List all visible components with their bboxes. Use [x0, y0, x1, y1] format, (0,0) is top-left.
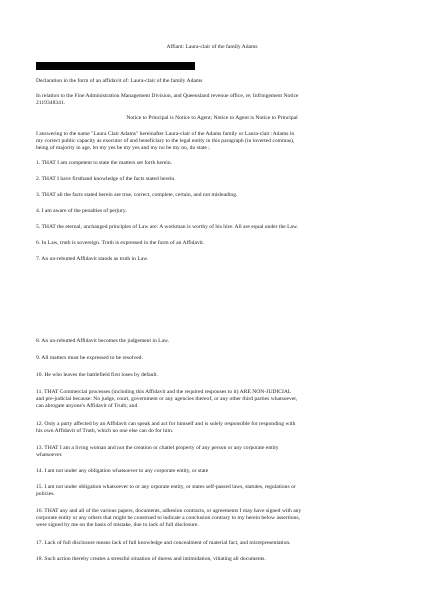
item-12-line: 12. Only a party affected by an Affidavit can speak and act for himself and is solely responsible for responding with — [36, 421, 296, 427]
item-16-line: corporate entity or any others that might be construed to indicate a conclusion contrary to my herein below assertions, — [36, 515, 300, 522]
item-15-line: 15. I am not under obligation whatsoever to or any orporate entity, or states self-passed laws, statutes, regulations or — [36, 484, 296, 490]
item-11-line: and pre-judicial because: No judge, court, government or any agencies thereof, or any other third parties whatsoever, — [36, 396, 298, 403]
item-4: 4. I am aware of the penalties of perjury. — [36, 208, 127, 214]
notice-heading: Notice to Principal is Notice to Agent; Notice to Agent is Notice to Principal — [126, 115, 298, 121]
item-15 — [36, 484, 396, 498]
item-11-line: 11. THAT Commercial processes (including this Affidavit and the required responses to it) ARE NON-JUDICIAL — [36, 389, 292, 395]
item-15-line: policies. — [36, 491, 55, 498]
item-16-line: 16. THAT any and all of the various papers, documents, adhesion contracts, or agreements I may have signed with any — [36, 508, 302, 514]
relation-line: In relation to the Fine Administration Management Division, and Queensland revenue office, re; Infringement Notice — [36, 93, 299, 99]
intro-line: being of majority in age, let my yes be my yes and my no be my no, do state ; — [36, 145, 210, 152]
item-13-line: whatsoever. — [36, 452, 63, 459]
item-10: 10. He who leaves the battlefield first loses by default. — [36, 372, 158, 378]
item-16 — [36, 508, 396, 530]
item-12-line: his own Affidavit of Truth, which no one else can do for him. — [36, 428, 174, 435]
item-13 — [36, 445, 396, 459]
item-8: 8. An un-rebutted Affidavit becomes the judgement in Law. — [36, 338, 170, 344]
intro-line: my correct public capacity as executor of and beneficiary to the legal entity in this paragraph (in inverted commas), — [36, 138, 295, 145]
affiant-title: Affiant: Laura-clair of the family Adams — [166, 44, 258, 50]
item-12 — [36, 421, 396, 435]
item-16-line: were signed by me on the basis of mistake, due to lack of full disclosure. — [36, 522, 199, 529]
relation-line: 2119348341. — [36, 100, 66, 107]
item-5: 5. THAT the eternal, unchanged principles of Law are: A workman is worthy of his hire. All are equal under the Law. — [36, 224, 299, 230]
item-7: 7. An un-rebutted Affidavit stands as truth in Law. — [36, 256, 149, 262]
declaration-line: Declaration in the form of an affidavit of: Laura-clair of the family Adams — [36, 78, 203, 84]
item-11-line: can abrogate anyone's Affidavit of Truth; and — [36, 403, 138, 410]
intro-paragraph — [36, 131, 396, 153]
intro-line: I answering to the name "Laura Clair Adams" hereinafter Laura-clair of the Adams family or Laura-clair :Adams in — [36, 131, 295, 137]
item-13-line: 13. THAT I am a living woman and not the creation or chattel property of any person or any corporate entity — [36, 445, 279, 451]
relation-paragraph — [36, 93, 396, 107]
item-3: 3. THAT all the facts stated herein are true, correct, complete, certain, and not misleading. — [36, 192, 238, 198]
item-11 — [36, 389, 396, 411]
item-1: 1. THAT I am competent to state the matters set forth herein. — [36, 160, 173, 166]
item-9: 9. All matters must be expressed to be resolved. — [36, 355, 143, 361]
redaction-bar — [36, 62, 195, 70]
item-14: 14. I am not under any obligation whatsoever to any corporate entity, or state — [36, 468, 209, 474]
item-17: 17. Lack of full disclosure means lack of full knowledge and concealment of material fact, and misrepresentation. — [36, 540, 291, 546]
item-18: 18. Such action thereby creates a stressful situation of duress and intimidation, vitiating all documents. — [36, 556, 266, 562]
item-6: 6. In Law, truth is sovereign. Truth is expressed in the form of an Affidavit. — [36, 240, 205, 246]
item-2: 2. THAT I have firsthand knowledge of the facts stated herein. — [36, 176, 176, 182]
